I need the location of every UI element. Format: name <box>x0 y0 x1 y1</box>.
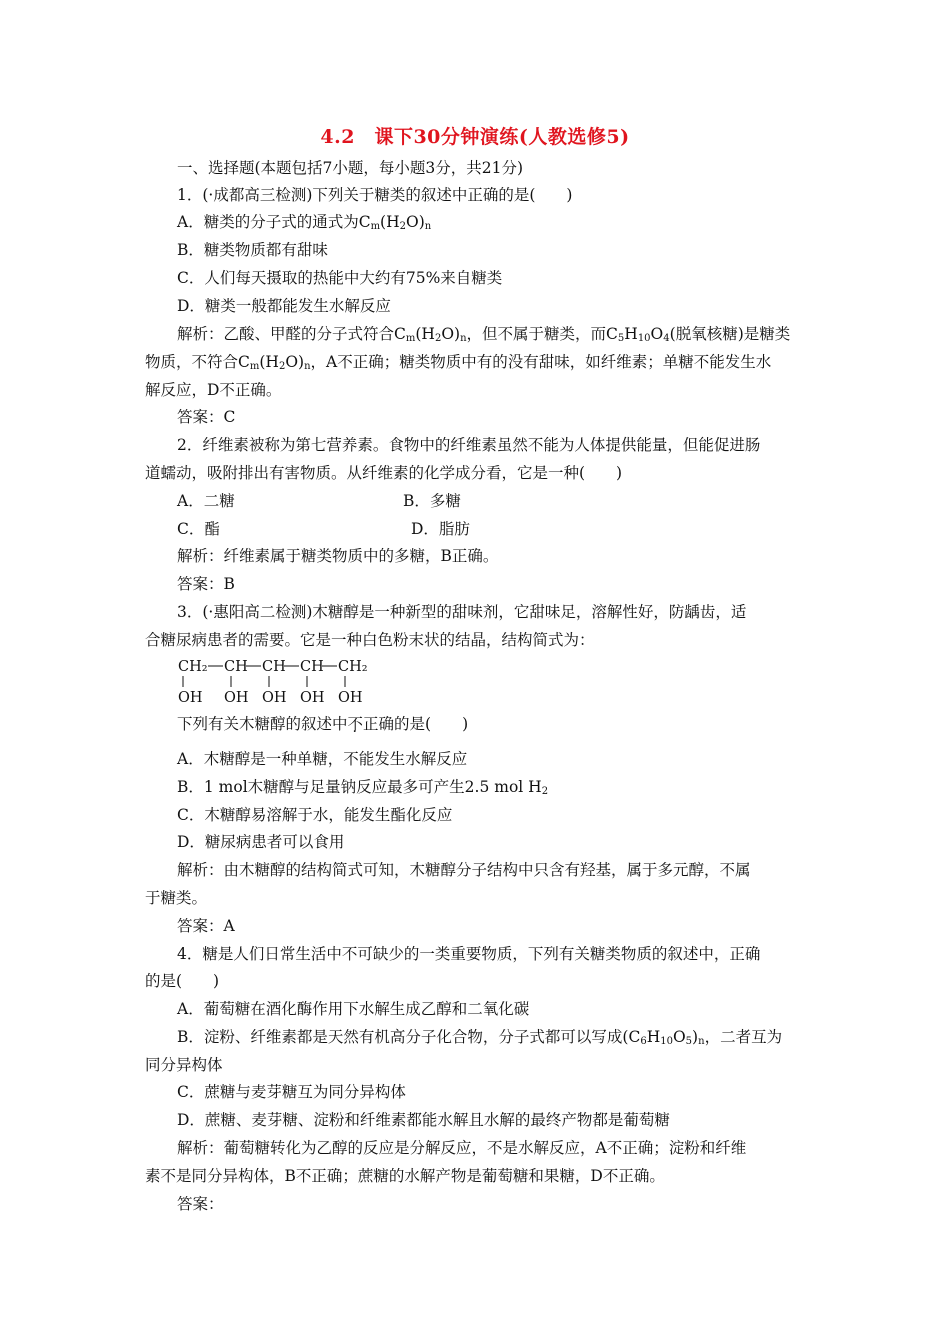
q3-stem-line1: 3．(·惠阳高二检测)木糖醇是一种新型的甜味剂，它甜味足，溶解性好，防龋齿，适 <box>177 603 747 621</box>
q2-analysis: 解析：纤维素属于糖类物质中的多糖，B正确。 <box>177 547 499 565</box>
q2-option-b: B．多糖 <box>403 492 461 510</box>
q4-option-d: D．蔗糖、麦芽糖、淀粉和纤维素都能水解且水解的最终产物都是葡萄糖 <box>177 1111 670 1129</box>
q1-analysis-line2: 物质，不符合$C_m(H_2O)_n$，A不正确；糖类物质中有的没有甜味，如纤维素；单糖不能发生水 <box>145 353 772 372</box>
formula-bottom-1: OH <box>178 690 203 706</box>
formula-top-3: CH <box>262 659 286 675</box>
q3-stem-line2: 合糖尿病患者的需要。它是一种白色粉末状的结晶，结构简式为： <box>145 631 595 649</box>
q1-analysis-line3: 解反应，D不正确。 <box>145 381 282 399</box>
q2-option-d: D．脂肪 <box>411 520 470 538</box>
q4-option-a: A．葡萄糖在酒化酶作用下水解生成乙醇和二氧化碳 <box>177 1000 530 1018</box>
q4-analysis-line1: 解析：葡萄糖转化为乙醇的反应是分解反应，不是水解反应，A不正确；淀粉和纤维 <box>177 1139 747 1157</box>
q4-answer: 答案： <box>177 1195 224 1213</box>
q3-option-c: C．木糖醇易溶解于水，能发生酯化反应 <box>177 806 453 824</box>
section-heading: 一、选择题(本题包括7小题，每小题3分，共21分) <box>177 159 524 177</box>
q3-answer: 答案：A <box>177 917 235 935</box>
q2-answer: 答案：B <box>177 575 235 593</box>
q4-stem-line1: 4．糖是人们日常生活中不可缺少的一类重要物质，下列有关糖类物质的叙述中，正确 <box>177 945 761 963</box>
q1-option-d: D．糖类一般都能发生水解反应 <box>177 297 391 315</box>
q3-analysis-line1: 解析：由木糖醇的结构简式可知，木糖醇分子结构中只含有羟基，属于多元醇，不属 <box>177 861 751 879</box>
q4-option-b-line1: B．淀粉、纤维素都是天然有机高分子化合物，分子式都可以写成$(C_6H_{10}O_5)_n$，二者互为 <box>177 1028 783 1047</box>
q1-option-a: A．糖类的分子式的通式为$C_m(H_2O)_n$ <box>177 213 432 232</box>
formula-bottom-2: OH <box>224 690 249 706</box>
formula-top-4: CH <box>300 659 324 675</box>
q2-stem-line1: 2．纤维素被称为第七营养素。食物中的纤维素虽然不能为人体提供能量，但能促进肠 <box>177 436 761 454</box>
q1-option-c: C．人们每天摄取的热能中大约有75%来自糖类 <box>177 269 503 287</box>
q4-option-b-line2: 同分异构体 <box>145 1056 223 1074</box>
q3-question: 下列有关木糖醇的叙述中不正确的是( ) <box>177 715 469 733</box>
q4-stem-line2: 的是( ) <box>145 972 220 990</box>
q4-analysis-line2: 素不是同分异构体，B不正确；蔗糖的水解产物是葡萄糖和果糖，D不正确。 <box>145 1167 665 1185</box>
q3-option-d: D．糖尿病患者可以食用 <box>177 833 345 851</box>
q4-option-c: C．蔗糖与麦芽糖互为同分异构体 <box>177 1083 406 1101</box>
formula-bottom-3: OH <box>262 690 287 706</box>
page-title: 4.2 课下30分钟演练(人教选修5) <box>320 126 630 148</box>
formula-bottom-4: OH <box>300 690 325 706</box>
q1-answer: 答案：C <box>177 408 236 426</box>
q1-analysis-line1: 解析：乙酸、甲醛的分子式符合$C_m(H_2O)_n$，但不属于糖类，而$C_5H_{10}O_4$(脱氧核糖)是糖类 <box>177 325 791 344</box>
formula-top-5: CH₂ <box>338 659 368 675</box>
q1-stem: 1．(·成都高三检测)下列关于糖类的叙述中正确的是( ) <box>177 186 573 204</box>
formula-top-1: CH₂ <box>178 659 208 675</box>
q3-option-a: A．木糖醇是一种单糖，不能发生水解反应 <box>177 750 468 768</box>
q2-stem-line2: 道蠕动，吸附排出有害物质。从纤维素的化学成分看，它是一种( ) <box>145 464 623 482</box>
formula-top-2: CH <box>224 659 248 675</box>
formula-bottom-5: OH <box>338 690 363 706</box>
q3-option-b: B．1 mol木糖醇与足量钠反应最多可产生2.5 mol $H_2$ <box>177 778 549 797</box>
q1-option-b: B．糖类物质都有甜味 <box>177 241 328 259</box>
q2-option-c: C．酯 <box>177 520 220 538</box>
q2-option-a: A．二糖 <box>177 492 235 510</box>
xylitol-structural-formula <box>178 656 378 708</box>
q3-analysis-line2: 于糖类。 <box>145 889 208 907</box>
